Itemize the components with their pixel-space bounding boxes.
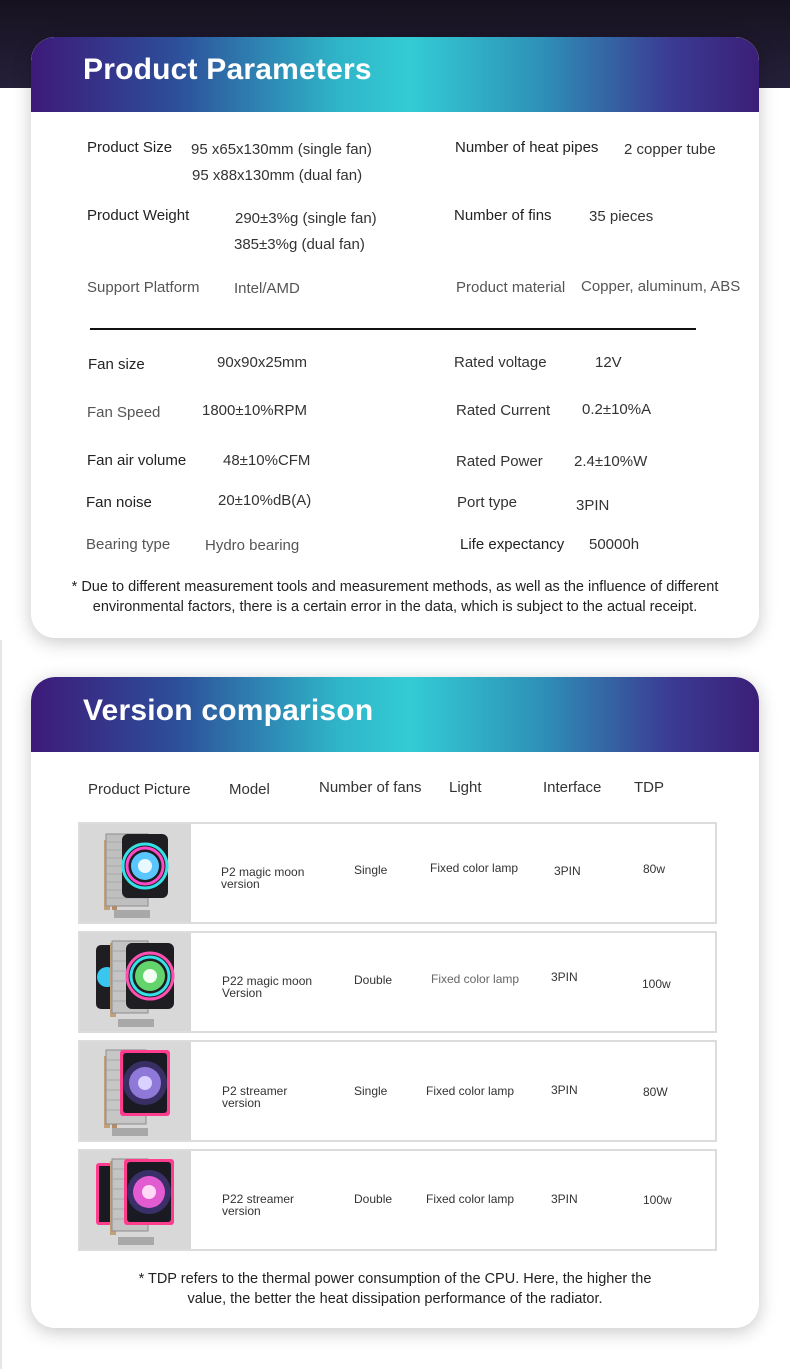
tdp-note [101, 1269, 689, 1309]
left-edge-line [0, 640, 2, 1369]
power-label: Rated Power [456, 453, 543, 470]
model-cell: P2 streamer version [222, 1084, 288, 1110]
material-value: Copper, aluminum, ABS [581, 278, 741, 295]
material-label: Product material [456, 279, 566, 296]
fansize-label: Fan size [88, 356, 145, 373]
weight-value-single: 290±3%g (single fan) [235, 210, 377, 227]
interface-cell: 3PIN [551, 1083, 578, 1097]
dual-fan-magic-moon-cooler-image [80, 933, 191, 1031]
tdp-cell: 100w [642, 977, 671, 991]
noise-label: Fan noise [86, 494, 152, 511]
fans-cell: Double [354, 973, 393, 987]
card-title: Product Parameters [83, 53, 372, 86]
measurement-note [31, 577, 759, 617]
interface-cell: 3PIN [551, 1192, 578, 1206]
measurement-note-line-1: * Due to different measurement tools and measurement methods, as well as the influence of different [71, 579, 719, 595]
bearing-label: Bearing type [86, 536, 171, 553]
version-comparison-card [31, 677, 759, 1328]
speed-label: Fan Speed [87, 404, 161, 421]
single-fan-streamer-cooler-image [80, 1042, 191, 1140]
voltage-label: Rated voltage [454, 354, 547, 371]
airvol-label: Fan air volume [87, 452, 187, 469]
current-label: Rated Current [456, 402, 551, 419]
port-value: 3PIN [576, 497, 610, 514]
measurement-note-line-2: environmental factors, there is a certain error in the data, which is subject to the actual receipt. [92, 599, 698, 615]
tdp-note-line-2: value, the better the heat dissipation performance of the radiator. [187, 1291, 603, 1307]
header-model: Model [229, 781, 270, 798]
product-parameters-card [31, 37, 759, 638]
weight-label: Product Weight [87, 207, 190, 224]
card-header [31, 677, 759, 752]
model-cell: P2 magic moon version [221, 865, 305, 891]
section-divider [90, 328, 696, 330]
bearing-value: Hydro bearing [205, 537, 300, 554]
fansize-value: 90x90x25mm [217, 354, 308, 371]
interface-cell: 3PIN [554, 864, 581, 878]
heatpipes-label: Number of heat pipes [455, 139, 599, 156]
fins-value: 35 pieces [589, 208, 654, 225]
size-label: Product Size [87, 139, 173, 156]
current-value: 0.2±10%A [582, 401, 652, 418]
table-row [78, 931, 717, 1033]
life-value: 50000h [589, 536, 640, 553]
platform-label: Support Platform [87, 279, 200, 296]
model-cell: P22 streamer version [222, 1192, 295, 1218]
tdp-cell: 80w [643, 862, 666, 876]
table-row [78, 822, 717, 924]
tdp-cell: 80W [643, 1085, 668, 1099]
platform-value: Intel/AMD [234, 280, 300, 297]
light-cell: Fixed color lamp [426, 1084, 515, 1098]
fins-label: Number of fins [454, 207, 552, 224]
life-label: Life expectancy [460, 536, 565, 553]
noise-value: 20±10%dB(A) [218, 492, 312, 509]
fans-cell: Double [354, 1192, 393, 1206]
tdp-note-line-1: * TDP refers to the thermal power consumption of the CPU. Here, the higher the [138, 1271, 652, 1287]
header-product-picture: Product Picture [88, 781, 191, 798]
table-row [78, 1040, 717, 1142]
size-value-single: 95 x65x130mm (single fan) [191, 141, 372, 158]
header-tdp: TDP [634, 779, 664, 796]
light-cell: Fixed color lamp [430, 861, 519, 875]
card-title: Version comparison [83, 694, 374, 727]
port-label: Port type [457, 494, 518, 511]
card-header [31, 37, 759, 112]
tdp-cell: 100w [643, 1193, 672, 1207]
header-light: Light [449, 779, 482, 796]
voltage-value: 12V [595, 354, 622, 371]
weight-value-dual: 385±3%g (dual fan) [234, 236, 365, 253]
size-value-dual: 95 x88x130mm (dual fan) [192, 167, 363, 184]
light-cell: Fixed color lamp [431, 972, 520, 986]
airvol-value: 48±10%CFM [223, 452, 311, 469]
speed-value: 1800±10%RPM [202, 402, 307, 419]
fans-cell: Single [354, 863, 388, 877]
power-value: 2.4±10%W [574, 453, 648, 470]
header-interface: Interface [543, 779, 602, 796]
interface-cell: 3PIN [551, 970, 578, 984]
heatpipes-value: 2 copper tube [624, 141, 716, 158]
light-cell: Fixed color lamp [426, 1192, 515, 1206]
single-fan-magic-moon-cooler-image [80, 824, 191, 922]
model-cell: P22 magic moon Version [222, 974, 313, 1000]
table-row [78, 1149, 717, 1251]
fans-cell: Single [354, 1084, 388, 1098]
header-number-of-fans: Number of fans [319, 779, 422, 796]
dual-fan-streamer-cooler-image [80, 1151, 191, 1249]
